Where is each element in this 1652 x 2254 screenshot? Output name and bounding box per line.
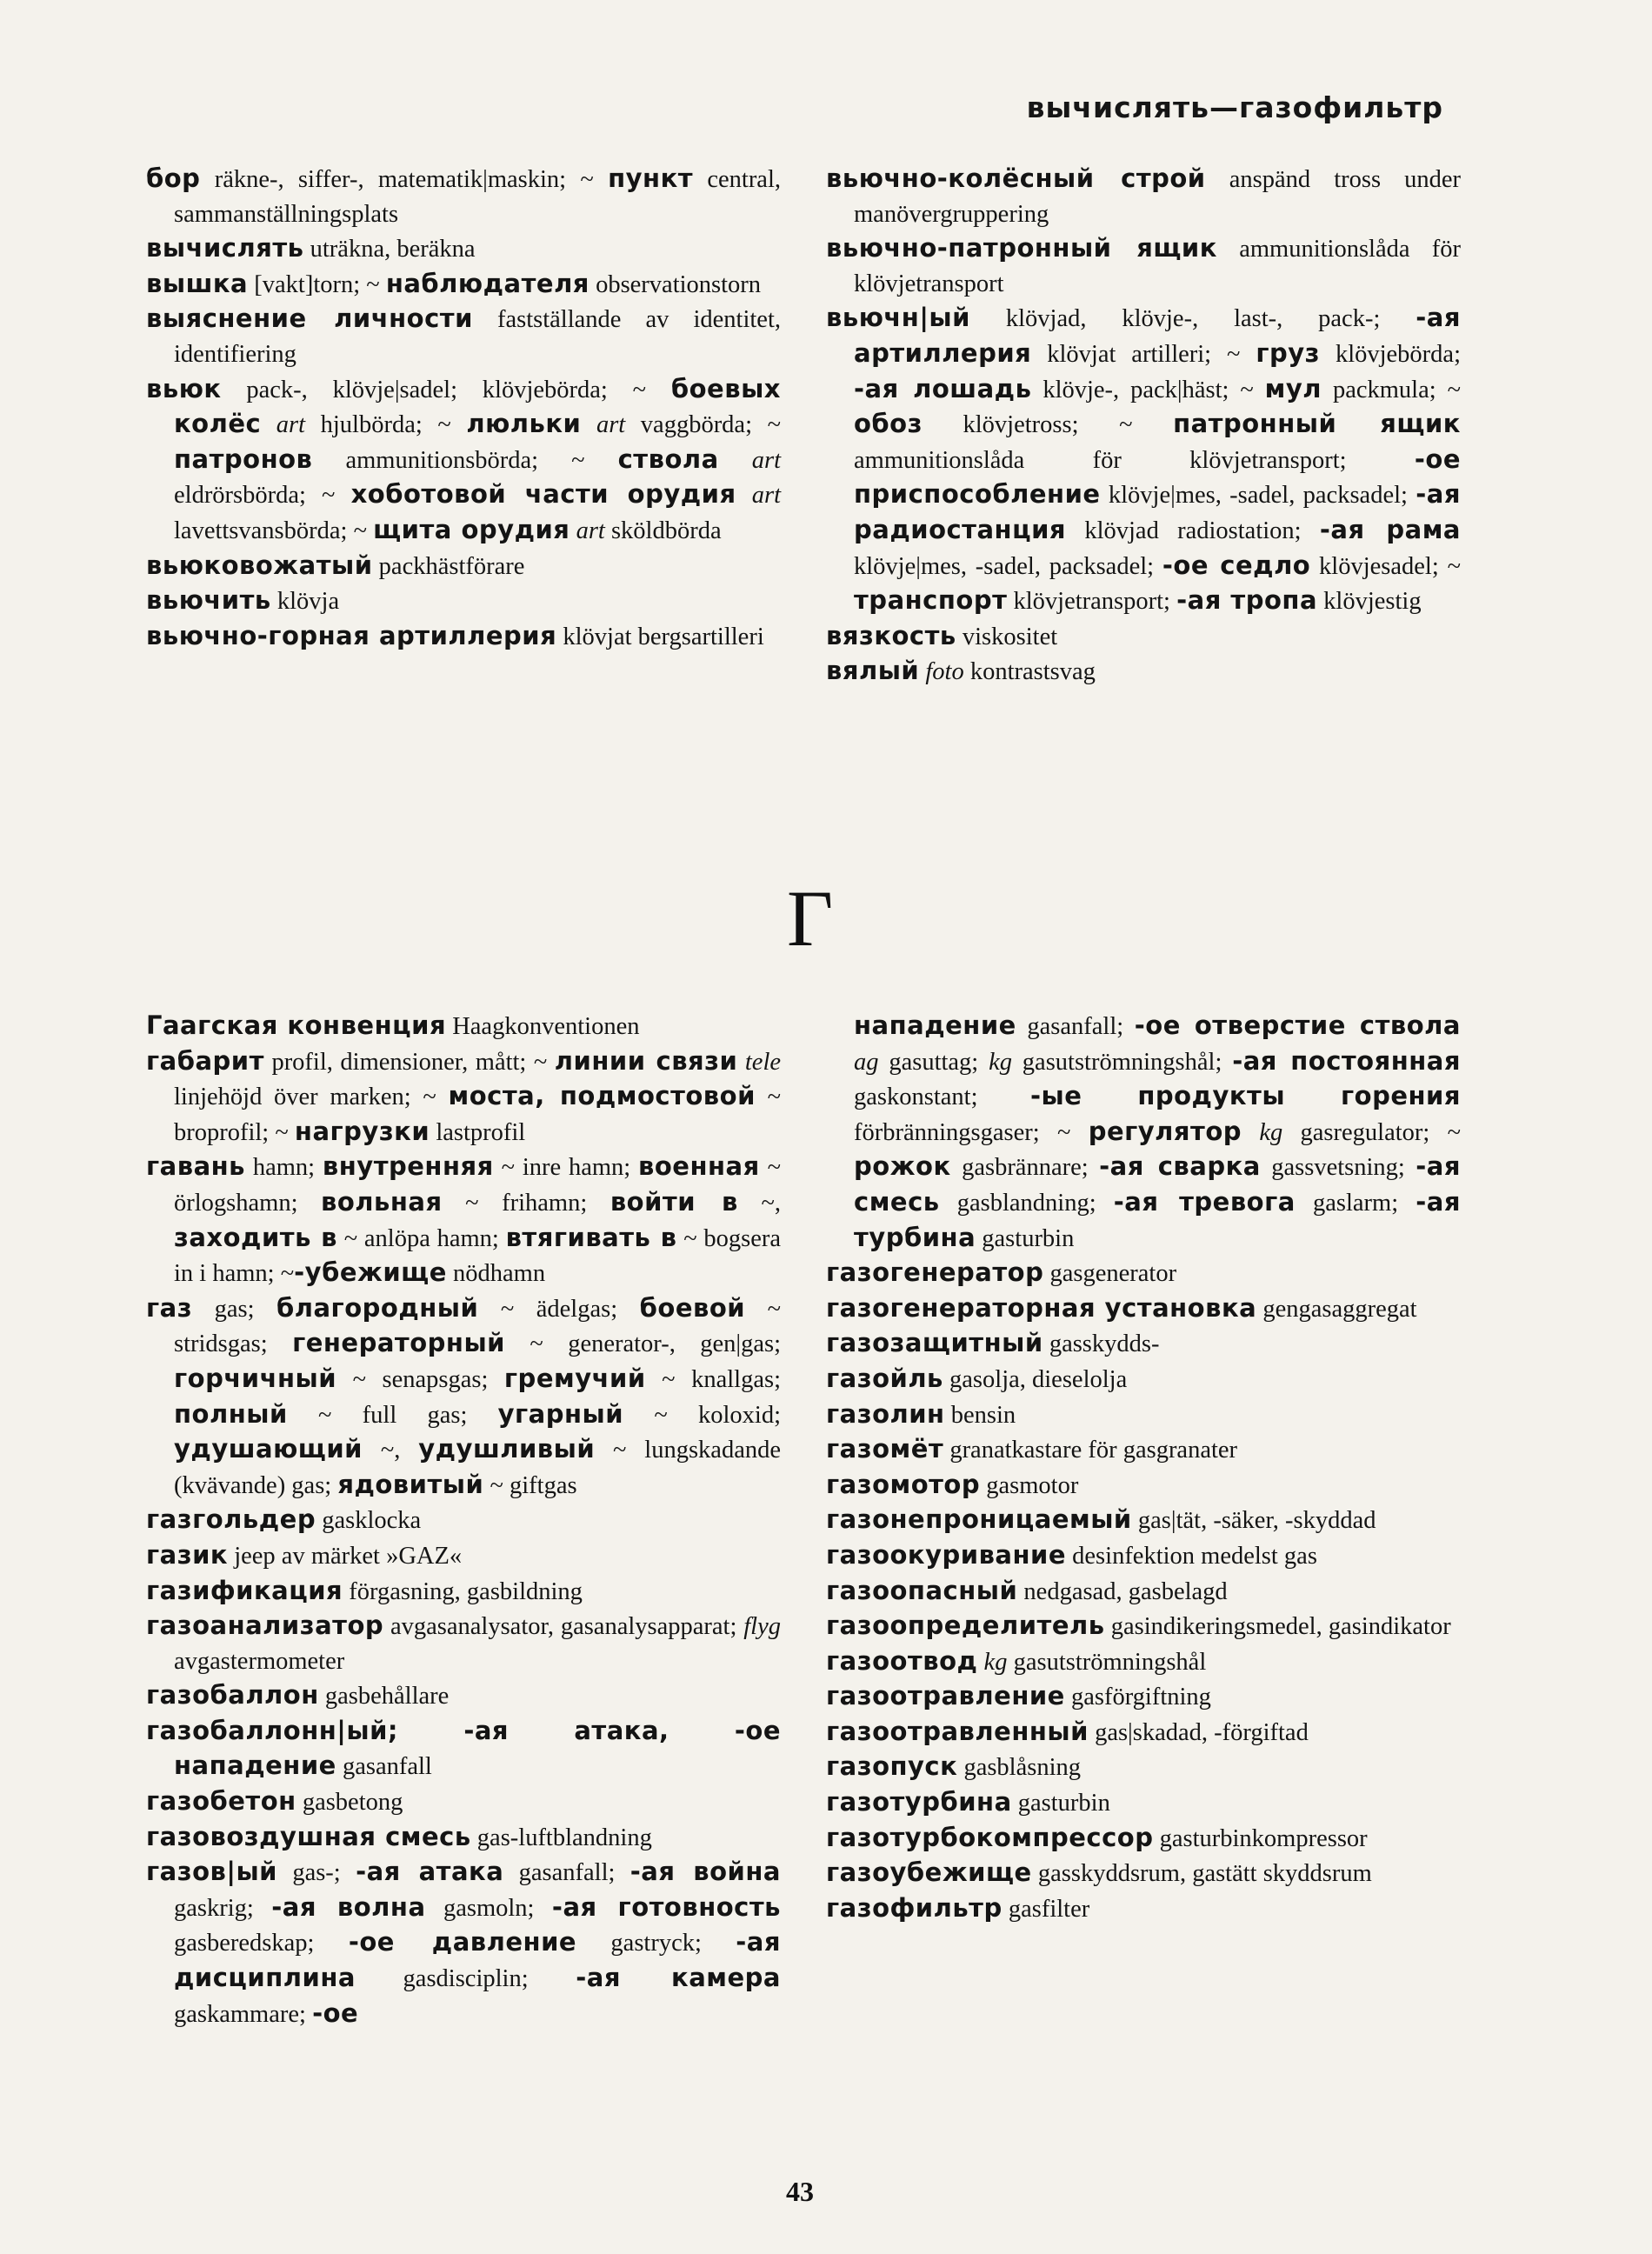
dictionary-entry: вялый foto kontrastsvag <box>826 656 1096 686</box>
dictionary-entry: газойль gasolja, dieselolja <box>826 1363 1128 1393</box>
column-bottom-right <box>826 1009 1461 1926</box>
column-top-right <box>826 162 1461 690</box>
dictionary-entry: газоотвод kg gasutströmningshål <box>826 1645 1207 1676</box>
dictionary-entry: газгольдер gasklocka <box>146 1504 422 1535</box>
dictionary-entry: газоотравленный gas|skadad, -förgiftad <box>826 1716 1309 1746</box>
dictionary-entry: газогенератор gasgenerator <box>826 1257 1177 1288</box>
dictionary-entry: газофильтр gasfilter <box>826 1892 1090 1923</box>
dictionary-entry: бор räkne-, siffer-, matematik|maskin; ~ пункт central, sammanställningsplats <box>146 163 781 228</box>
dictionary-entry: вьючн|ый klövjad, klövje-, last-, pack-; -ая артиллерия klövjat artilleri; ~ груз klövjebörda; -ая лошадь klövje-, pack|häst; ~ мул packmula; ~ обоз klövjetross; ~ патронный ящик ammunitionslåda för klövjetransport; -ое приспособление klövje|mes, -sadel, packsadel; -ая радиостанция klövjad radiostation; -ая рама klövje|mes, -sadel, packsadel; -ое седло klövjesadel; ~ транспорт klövjetransport; -ая тропа klövjestig <box>826 303 1461 616</box>
dictionary-entry: газоокуривание desinfektion medelst gas <box>826 1539 1317 1570</box>
dictionary-entry: габарит profil, dimensioner, mått; ~ линии связи tele linjehöjd över marken; ~ моста, подмостовой ~ broprofil; ~ нагрузки lastprofil <box>146 1045 782 1146</box>
dictionary-entry: газозащитный gasskydds- <box>826 1328 1160 1358</box>
dictionary-entry: газомотор gasmotor <box>826 1469 1079 1499</box>
dictionary-entry: газобаллонн|ый; -ая атака, -ое нападение gasanfall <box>146 1715 781 1781</box>
letter-section-heading: Г <box>787 874 834 963</box>
running-head: вычислять—газофильтр <box>1026 90 1443 124</box>
dictionary-entry: гавань hamn; внутренняя ~ inre hamn; военная ~ örlogshamn; вольная ~ frihamn; войти в ~, заходить в ~ anlöpa hamn; втягивать в ~ bogsera in i hamn; ~-убежище nödhamn <box>146 1151 781 1288</box>
dictionary-entry: газоопасный nedgasad, gasbelagd <box>826 1575 1228 1605</box>
dictionary-entry: Гаагская конвенция Haagkonventionen <box>146 1010 640 1040</box>
dictionary-entry: вьючить klövja <box>146 585 340 616</box>
dictionary-entry: вьючно-колёсный строй anspänd tross under manövergruppering <box>826 163 1462 228</box>
dictionary-entry: газ gas; благородный ~ ädelgas; боевой ~ stridsgas; генераторный ~ generator-, gen|gas; горчичный ~ senapsgas; гремучий ~ knallgas; полный ~ full gas; угарный ~ koloxid; удушающий ~, удушливый ~ lungskadande (kvävande) gas; ядовитый ~ giftgas <box>146 1292 781 1499</box>
dictionary-entry: газогенераторная установка gengasaggregat <box>826 1292 1417 1323</box>
dictionary-entry: газоубежище gasskyddsrum, gastätt skyddsrum <box>826 1857 1372 1888</box>
dictionary-entry: газотурбина gasturbin <box>826 1787 1110 1817</box>
dictionary-entry: газов|ый gas-; -ая атака gasanfall; -ая война gaskrig; -ая волна gasmoln; -ая готовность gasberedskap; -ое давление gastryck; -ая дисциплина gasdisciplin; -ая камера gaskammare; -ое <box>146 1857 781 2028</box>
column-bottom-right-entries <box>826 1256 1461 1926</box>
dictionary-entry: газоопределитель gasindikeringsmedel, gasindikator <box>826 1610 1451 1641</box>
continued-entry: нападение gasanfall; -ое отверстие ствола ag gasuttag; kg gasutströmningshål; -ая постоянная gaskonstant; -ые продукты горения förbränningsgaser; ~ регулятор kg gasregulator; ~ рожок gasbrännare; -ая сварка gassvetsning; -ая смесь gasblandning; -ая тревога gaslarm; -ая турбина gasturbin <box>854 1010 1462 1252</box>
dictionary-entry: газоанализатор avgasanalysator, gasanalysapparat; flyg avgastermometer <box>146 1610 781 1675</box>
column-top-left <box>146 162 781 654</box>
dictionary-entry: газомёт granatkastare för gasgranater <box>826 1434 1238 1464</box>
dictionary-entry: газоотравление gasförgiftning <box>826 1681 1211 1711</box>
dictionary-entry: вьючно-патронный ящик ammunitionslåda för klövjetransport <box>826 233 1462 297</box>
dictionary-entry: вышка [vakt]torn; ~ наблюдателя observationstorn <box>146 268 762 298</box>
page-number: 43 <box>786 2176 814 2207</box>
dictionary-entry: вьюк pack-, klövje|sadel; klövjebörda; ~ боевых колёс art hjulbörda; ~ люльки art vaggbörda; ~ патронов ammunitionsbörda; ~ ствола art eldrörsbörda; ~ хоботовой части орудия art lavettsvansbörda; ~ щита орудия art sköldbörda <box>146 373 782 544</box>
dictionary-entry: газификация förgasning, gasbildning <box>146 1575 583 1605</box>
dictionary-entry: выяснение личности fastställande av identitet, identifiering <box>146 303 782 368</box>
dictionary-entry: газик jeep av märket »GAZ« <box>146 1539 463 1570</box>
dictionary-entry: газотурбокомпрессор gasturbinkompressor <box>826 1822 1368 1852</box>
dictionary-entry: газобетон gasbetong <box>146 1786 403 1817</box>
dictionary-entry: газолин bensin <box>826 1398 1016 1429</box>
dictionary-entry: вьюковожатый packhästförare <box>146 550 525 580</box>
dictionary-entry: газонепроницаемый gas|tät, -säker, -skyddad <box>826 1504 1376 1535</box>
dictionary-entry: вязкость viskositet <box>826 620 1058 650</box>
dictionary-entry: вьючно-горная артиллерия klövjat bergsartilleri <box>146 620 764 650</box>
dictionary-entry: газовоздушная смесь gas-luftblandning <box>146 1821 652 1851</box>
dictionary-entry: газопуск gasblåsning <box>826 1751 1082 1782</box>
column-bottom-left <box>146 1009 781 2031</box>
dictionary-entry: вычислять uträkna, beräkna <box>146 233 476 263</box>
dictionary-entry: газобаллон gasbehållare <box>146 1680 450 1711</box>
